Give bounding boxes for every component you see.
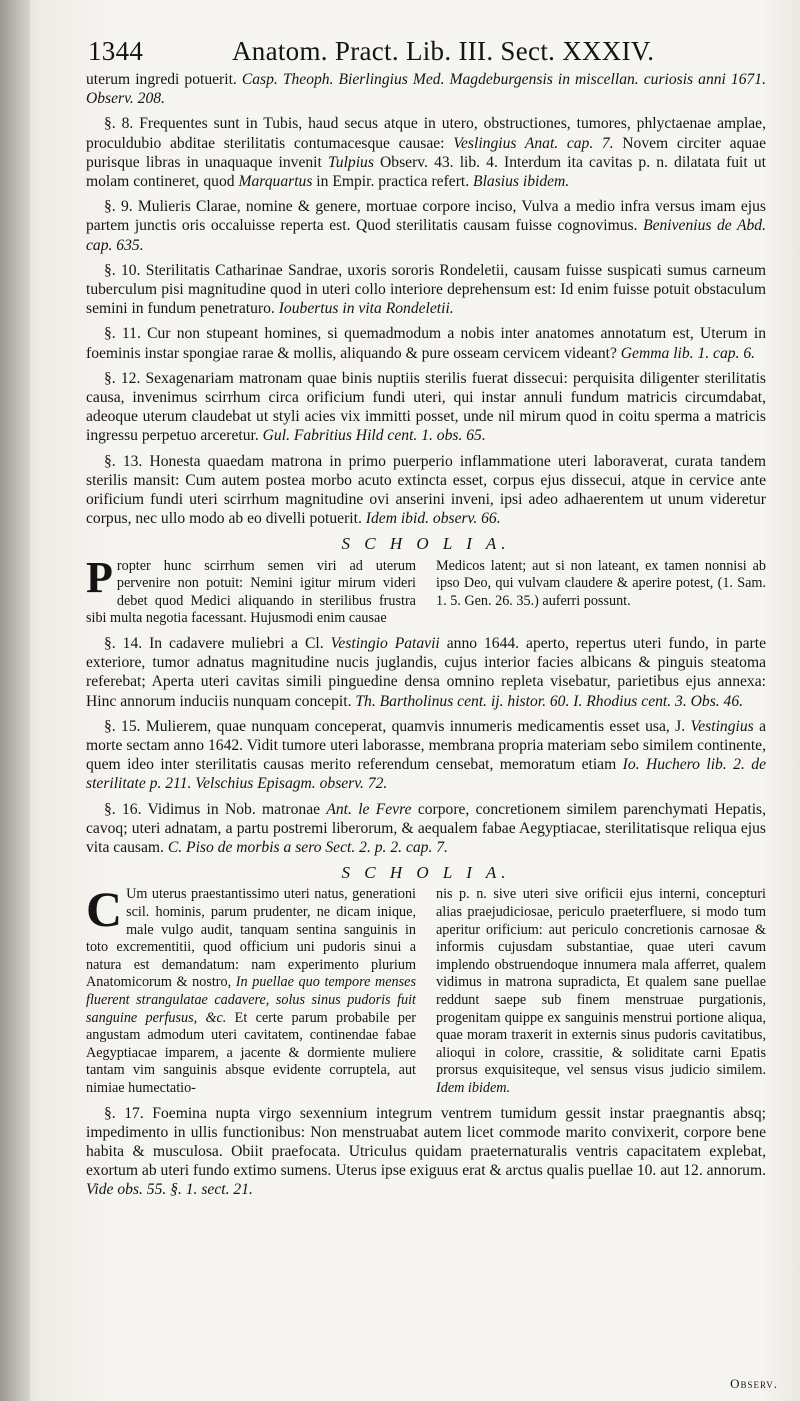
- citation: Gul. Fabritius Hild cent. 1. obs. 65.: [262, 427, 486, 445]
- scholia-columns: [86, 881, 766, 1097]
- catchword: Observ.: [730, 1376, 778, 1391]
- citation: Idem ibidem.: [436, 1080, 511, 1097]
- citation: C. Piso de morbis a sero Sect. 2. p. 2. cap. 7.: [167, 839, 448, 857]
- main-text: [86, 70, 766, 1206]
- citation: Ioubertus in vita Rondeletii.: [278, 300, 454, 318]
- paragraph-continuation: uterum ingredi potuerit. Casp. Theoph. Bierlingius Med. Magdeburgensis in miscellan. curiosis anni 1671. Observ. 208.: [86, 71, 766, 108]
- section-13: §. 13. Honesta quaedam matrona in primo puerperio inflammatione uteri laboraverat, curata tandem sterilis mansit: Cum autem postea morbo acuto extincta esset, corpus ejus dissecui, atque in cervice ante orificium fundi uteri scirrhum magnitudine ovi anserini inveni, ipsi adeo adhaerentem ut unum videretur corpus, nec ullo modo ab eo divelli potuerit. Idem ibid. observ. 66.: [86, 452, 766, 528]
- citation: Th. Bartholinus cent. ij. histor. 60. I. Rhodius cent. 3. Obs. 46.: [355, 692, 744, 710]
- section-17: §. 17. Foemina nupta virgo sexennium integrum ventrem tumidum gessit instar praegnantis absq; impedimento in ullis functionibus: Non menstruabat autem licet commode marito convixerit, corpore bene habita & musculosa. Obiit praefocata. Utriculus quidam praeternaturalis ventris capacitatem explebat, exortum ab uteri fundo extimo sumens. Uterus ipse exiguus erat & arctus qualis puellae 10. aut 12. annorum. Vide obs. 55. §. 1. sect. 21.: [86, 1104, 766, 1199]
- scholia-left-column: C Um uterus praestantissimo uteri natus, generationi scil. hominis, parum prudenter, ne dicam inique, male vulgo audit, tanquam sentina sanguinis in toto excrementitii, quod officium uni pudoris sinui a natura est demandatum: nam experimento plurium Anatomicorum & nostro, In puellae quo tempore menses fluerent strangulatae cadavere, solus sinus pudoris fuit sanguine perfusus, &c. Et certe parum probabile per angustam admodum uteri cavitatem, continendae fabae Aegyptiacae imparem, a jacente & dormiente muliere tantam vim sanguinis absque evidente corruptela, aut nimiae humectatio-: [86, 881, 416, 1097]
- drop-cap: P: [86, 552, 113, 602]
- scholia-heading: S C H O L I A.: [341, 863, 511, 883]
- section-10: §. 10. Sterilitatis Catharinae Sandrae, uxoris sororis Rondeletii, causam fuisse suspicati sumus carneum tuberculum pisi magnitudine quod in uteri collo interiore deprehensum est: Id enim fuisse potuit obstaculum semini in fundum penetraturo. Ioubertus in vita Rondeletii.: [86, 261, 766, 318]
- section-9: §. 9. Mulieris Clarae, nomine & genere, mortuae corpore inciso, Vulva a medio infra versus imam ejus partem junctis oris occaluisse reperta est. Quod sterilitatis causam fuisse cognovimus. Benivenius de Abd. cap. 635.: [86, 198, 766, 254]
- citation: Vestingius: [690, 717, 754, 735]
- citation: Veslingius Anat. cap. 7.: [453, 134, 614, 152]
- running-title: Anatom. Pract. Lib. III. Sect. XXXIV.: [232, 36, 655, 66]
- citation: Casp. Theoph. Bierlingius Med. Magdeburgensis in miscellan. curiosis anni 1671. Observ. 208.: [86, 71, 766, 108]
- page-header: [88, 36, 768, 70]
- scholia-left-column: P ropter hunc scirrhum semen viri ad uterum pervenire non potuit: Nemini igitur mirum videri debet quod Medici aliquando in sterilibus frustra sibi multa negotia facessant. Hujusmodi enim causae: [86, 552, 416, 627]
- citation: Gemma lib. 1. cap. 6.: [620, 344, 756, 362]
- citation: In puellae quo tempore menses fluerent strangulatae cadavere, solus sinus pudoris fuit sanguine perfusus, &c.: [86, 974, 416, 1026]
- citation: Blasius ibidem.: [473, 173, 570, 191]
- citation: Io. Huchero lib. 2. de sterilitate p. 211. Velschius Episagm. observ. 72.: [86, 756, 766, 793]
- scholia-columns: [86, 552, 766, 628]
- scholia-right-column: Medicos latent; aut si non lateant, ex tamen nonnisi ab ipso Deo, qui vulvam claudere & aperire potest, (1. Sam. 1. 5. Gen. 26. 35.) auferri possunt.: [436, 557, 766, 609]
- section-14: §. 14. In cadavere muliebri a Cl. Vestingio Patavii anno 1644. aperto, repertus uteri fundo, in parte exteriore, tumor adnatus magnitudine nucis juglandis, cujus interior facies albicans & pinguis steatoma referebat; Aperta uteri cavitas simili pinguedine densa omnino repleta visebatur, parietibus ejus annexa: Hinc annorum induciis nunquam concepit. Th. Bartholinus cent. ij. histor. 60. I. Rhodius cent. 3. Obs. 46.: [86, 635, 766, 710]
- scholia-heading: S C H O L I A.: [341, 534, 511, 554]
- section-15: §. 15. Mulierem, quae nunquam conceperat, quamvis innumeris medicamentis esset usa, J. Vestingius a morte sectam anno 1642. Vidit tumore uteri laborasse, membrana propria materiam sebo similem continente, quem ideo inter sterilitatis causas merito referendum censebat, memoratum etiam Io. Huchero lib. 2. de sterilitate p. 211. Velschius Episagm. observ. 72.: [86, 717, 766, 793]
- section-11: §. 11. Cur non stupeant homines, si quemadmodum a nobis inter anatomes annotatum est, Uterum in foeminis instar spongiae rarae & mollis, aliquando & pure osseam cervicem videant? Gemma lib. 1. cap. 6.: [86, 325, 766, 362]
- section-16: §. 16. Vidimus in Nob. matronae Ant. le Fevre corpore, concretionem similem parenchymati Hepatis, cavoq; uteri adnatam, a partu postremi liberorum, & aequalem fabae Aegyptiacae, sterilitatisque reliqua ejus vita causam. C. Piso de morbis a sero Sect. 2. p. 2. cap. 7.: [86, 800, 766, 857]
- citation: Vide obs. 55. §. 1. sect. 21.: [86, 1181, 253, 1199]
- page-number: 1344: [88, 36, 144, 66]
- binding-gutter: [0, 0, 30, 1401]
- scholia-right-column: nis p. n. sive uteri sive orificii ejus interni, concepturi alias praejudiciosae, periculo praeterfluere, si modo tum aperitur orificium: aut periculo concretionis carnosae & informis cujusdam substantiae, quae uteri cavum implendo obstruendoque innumera mala afferret, qualem vidimus in matrona supradicta, Et qualem sane puellae reddunt saepe sub finem menstruae purgationis, progenitam quippe ex sanguinis menstrui portione aliqua, quae moram traxerit in externis sinus pudoris cavitatibus, alioqui in colore, crassitie, & soliditate carni Epatis prorsus exquisiteque, vel sensus visus judicio similem. Idem ibidem.: [436, 886, 766, 1097]
- citation: Idem ibid. observ. 66.: [365, 510, 501, 528]
- section-8: §. 8. Frequentes sunt in Tubis, haud secus atque in utero, obstructiones, tumores, phlyctaenae amplae, proculdubio abditae sterilitatis contumacesque causae: Veslingius Anat. cap. 7. Novem circiter aquae purisque libras in unaquaque invenit Tulpius Observ. 43. lib. 4. Interdum ita cavitas p. n. dilatata fuit ut molam contineret, quod Marquartus in Empir. practica refert. Blasius ibidem.: [86, 115, 767, 191]
- citation: Marquartus: [238, 173, 313, 191]
- section-12: §. 12. Sexagenariam matronam quae binis nuptiis sterilis fuerat dissecui: perquisita diligenter sterilitatis causa, invenimus scirrhum circa orificium fundi uteri, qui instar annuli fundum matricis circumdabat, adeoque uterum claudebat ut styli acies vix immitti posset, unde nil mirum quod in coitu sperma a matricis ingressu perpetuo arceretur. Gul. Fabritius Hild cent. 1. obs. 65.: [86, 369, 766, 445]
- citation: Ant. le Fevre: [326, 800, 412, 818]
- citation: Vestingio Patavii: [330, 635, 440, 653]
- citation: Benivenius de Abd. cap. 635.: [86, 217, 766, 254]
- drop-cap: C: [86, 881, 123, 938]
- citation: Tulpius: [327, 153, 374, 171]
